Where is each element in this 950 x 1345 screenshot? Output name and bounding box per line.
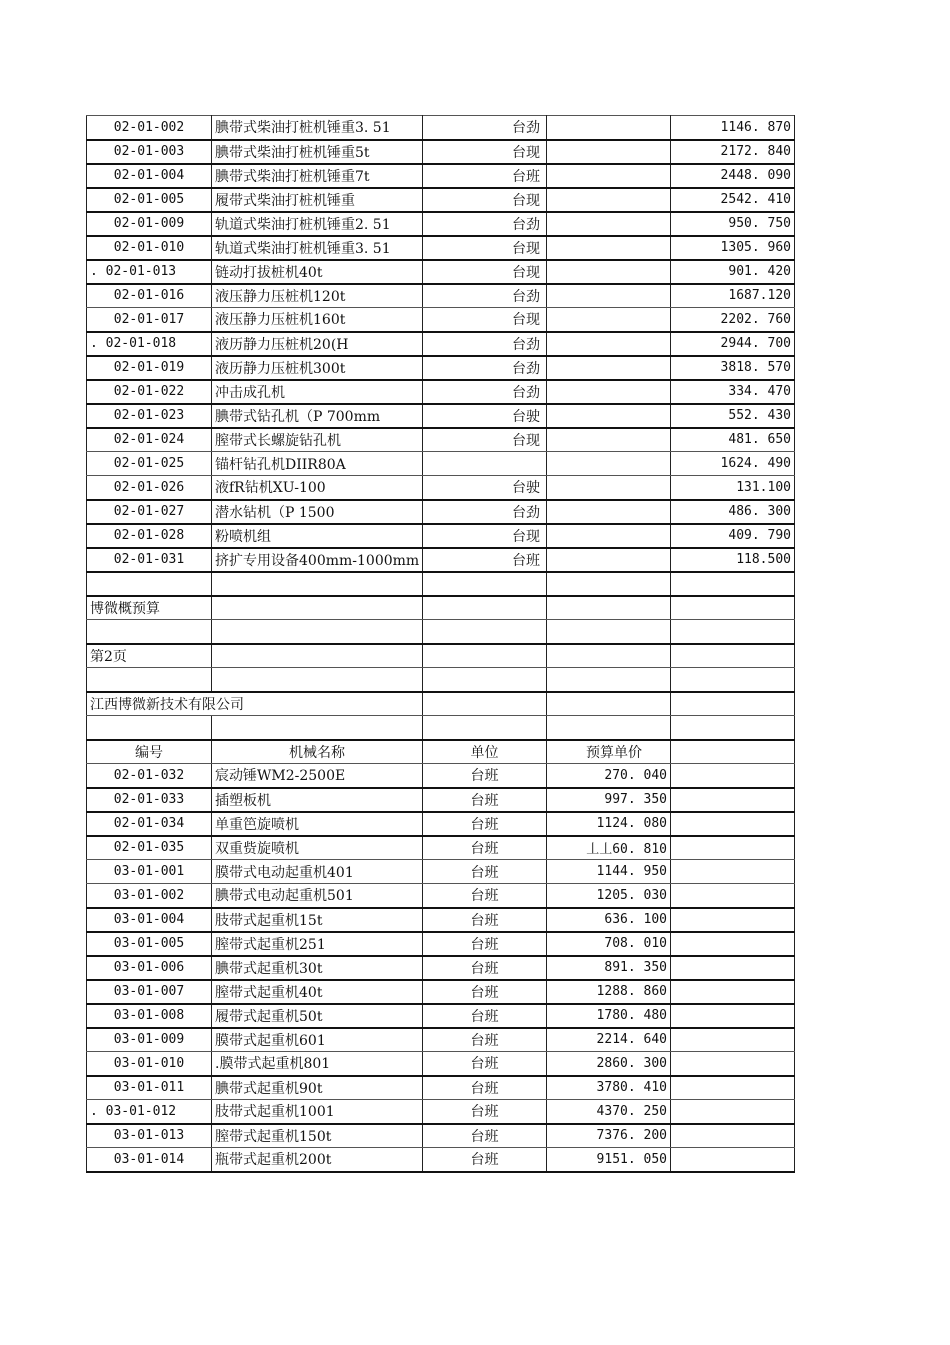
- code-cell: 02-01-024: [87, 428, 212, 452]
- table-row: [87, 452, 795, 476]
- code-cell: 02-01-005: [87, 188, 212, 212]
- empty-cell: [547, 212, 671, 236]
- code-cell: 02-01-017: [87, 308, 212, 332]
- unit-cell: 台班: [423, 980, 547, 1004]
- empty-cell: [671, 1028, 795, 1052]
- name-cell: 单重笆旋喷机: [212, 812, 423, 836]
- name-cell: 瓶带式起重机200t: [212, 1148, 423, 1172]
- name-cell: 膣带式起重机150t: [212, 1124, 423, 1148]
- table-row: [87, 1124, 795, 1148]
- unit-cell: 台现: [423, 308, 547, 332]
- price-cell: 1205. 030: [547, 884, 671, 908]
- table-row: [87, 308, 795, 332]
- code-cell: . 02-01-018: [87, 332, 212, 356]
- table-row: [87, 356, 795, 380]
- unit-cell: 台劲: [423, 500, 547, 524]
- code-cell: . 02-01-013: [87, 260, 212, 284]
- note-rows: [87, 572, 795, 764]
- code-cell: 02-01-009: [87, 212, 212, 236]
- code-cell: 02-01-026: [87, 476, 212, 500]
- section-1-rows: [87, 116, 795, 572]
- price-cell: 3780. 410: [547, 1076, 671, 1100]
- empty-cell: [671, 788, 795, 812]
- code-cell: 02-01-023: [87, 404, 212, 428]
- empty-cell: [671, 1124, 795, 1148]
- unit-cell: 台班: [423, 1028, 547, 1052]
- table-row: [87, 164, 795, 188]
- unit-cell: 台现: [423, 260, 547, 284]
- name-cell: 插塑板机: [212, 788, 423, 812]
- empty-cell: [671, 1076, 795, 1100]
- name-cell: 腆带式起重机90t: [212, 1076, 423, 1100]
- name-cell: 粉喷机组: [212, 524, 423, 548]
- unit-cell: 台劲: [423, 212, 547, 236]
- name-cell: 履带式起重机50t: [212, 1004, 423, 1028]
- name-cell: 冲击成孔机: [212, 380, 423, 404]
- name-cell: 液fR钻机XU-100: [212, 476, 423, 500]
- unit-cell: 台现: [423, 428, 547, 452]
- empty-cell: [671, 908, 795, 932]
- unit-cell: 台班: [423, 788, 547, 812]
- page-note-row: [87, 644, 795, 668]
- table-row: [87, 332, 795, 356]
- unit-cell: 台班: [423, 860, 547, 884]
- unit-cell: 台班: [423, 956, 547, 980]
- empty-cell: [547, 164, 671, 188]
- empty-cell: [671, 1148, 795, 1172]
- code-cell: 03-01-004: [87, 908, 212, 932]
- empty-cell: [671, 956, 795, 980]
- price-cell: 118.500: [671, 548, 795, 572]
- empty-cell: [547, 476, 671, 500]
- price-cell: 2542. 410: [671, 188, 795, 212]
- table-row: [87, 932, 795, 956]
- unit-cell: 台现: [423, 140, 547, 164]
- empty-cell: [547, 380, 671, 404]
- name-cell: 链动打拔桩机40t: [212, 260, 423, 284]
- table-row: [87, 140, 795, 164]
- unit-cell: 台劲: [423, 380, 547, 404]
- empty-cell: [671, 812, 795, 836]
- name-cell: 腆带式电动起重机501: [212, 884, 423, 908]
- empty-cell: [671, 884, 795, 908]
- empty-cell: [547, 404, 671, 428]
- table-row: [87, 1100, 795, 1124]
- table-row: [87, 1028, 795, 1052]
- price-cell: 552. 430: [671, 404, 795, 428]
- table-header-row: [87, 740, 795, 764]
- unit-cell: 台班: [423, 812, 547, 836]
- price-cell: 2944. 700: [671, 332, 795, 356]
- price-cell: 270. 040: [547, 764, 671, 788]
- name-cell: 腆带式柴油打桩机锤重7t: [212, 164, 423, 188]
- empty-cell: [671, 932, 795, 956]
- price-cell: 708. 010: [547, 932, 671, 956]
- page-number: 第2页: [87, 644, 212, 668]
- unit-cell: 台班: [423, 1052, 547, 1076]
- blank-row: [87, 572, 795, 596]
- name-cell: 轨道式柴油打桩机锤重3. 51: [212, 236, 423, 260]
- name-cell: .膜带式起重机801: [212, 1052, 423, 1076]
- price-cell: 丄丄60. 810: [547, 836, 671, 860]
- name-cell: 肢带式起重机15t: [212, 908, 423, 932]
- price-cell: 891. 350: [547, 956, 671, 980]
- name-cell: 腆带式柴油打桩机锤重5t: [212, 140, 423, 164]
- empty-cell: [547, 116, 671, 140]
- code-cell: 03-01-011: [87, 1076, 212, 1100]
- price-cell: 3818. 570: [671, 356, 795, 380]
- table-row: [87, 764, 795, 788]
- code-cell: 03-01-005: [87, 932, 212, 956]
- unit-cell: 台班: [423, 1148, 547, 1172]
- name-cell: 膜带式电动起重机401: [212, 860, 423, 884]
- price-cell: 1687.120: [671, 284, 795, 308]
- company-note-row: [87, 692, 795, 716]
- table-row: [87, 236, 795, 260]
- empty-cell: [547, 548, 671, 572]
- unit-cell: 台班: [423, 164, 547, 188]
- empty-cell: [671, 1100, 795, 1124]
- table-row: [87, 476, 795, 500]
- code-cell: 02-01-028: [87, 524, 212, 548]
- table-row: [87, 380, 795, 404]
- empty-cell: [547, 308, 671, 332]
- blank-row: [87, 620, 795, 644]
- table-row: [87, 980, 795, 1004]
- empty-cell: [547, 260, 671, 284]
- table-row: [87, 860, 795, 884]
- code-cell: 03-01-002: [87, 884, 212, 908]
- table-row: [87, 788, 795, 812]
- empty-cell: [547, 500, 671, 524]
- unit-cell: 台劲: [423, 356, 547, 380]
- table-row: [87, 1004, 795, 1028]
- budget-note-row: [87, 596, 795, 620]
- unit-cell: 台现: [423, 188, 547, 212]
- price-cell: 7376. 200: [547, 1124, 671, 1148]
- company-name: 江西博微新技术有限公司: [87, 692, 423, 716]
- unit-cell: 台劲: [423, 332, 547, 356]
- name-cell: 液历静力压桩机300t: [212, 356, 423, 380]
- table-row: [87, 524, 795, 548]
- name-cell: 膣带式起重机251: [212, 932, 423, 956]
- price-cell: 486. 300: [671, 500, 795, 524]
- unit-cell: 台班: [423, 1076, 547, 1100]
- empty-cell: [671, 860, 795, 884]
- price-cell: 1780. 480: [547, 1004, 671, 1028]
- blank-row: [87, 668, 795, 692]
- table-row: [87, 500, 795, 524]
- unit-cell: 台驶: [423, 476, 547, 500]
- unit-cell: 台班: [423, 1100, 547, 1124]
- name-cell: 腆带式柴油打桩机锤重3. 51: [212, 116, 423, 140]
- code-cell: 02-01-032: [87, 764, 212, 788]
- empty-cell: [547, 284, 671, 308]
- code-cell: 03-01-013: [87, 1124, 212, 1148]
- name-cell: 液压静力压桩机160t: [212, 308, 423, 332]
- empty-cell: [547, 188, 671, 212]
- name-cell: 液历静力压桩机20(H: [212, 332, 423, 356]
- unit-cell: 台班: [423, 548, 547, 572]
- unit-cell: 台现: [423, 524, 547, 548]
- code-cell: 02-01-035: [87, 836, 212, 860]
- code-cell: 02-01-034: [87, 812, 212, 836]
- name-cell: 锚杆钻孔机DIIR80A: [212, 452, 423, 476]
- name-cell: 履带式柴油打桩机锤重: [212, 188, 423, 212]
- name-cell: 腆带式钻孔机（P 700mm: [212, 404, 423, 428]
- price-cell: 2860. 300: [547, 1052, 671, 1076]
- empty-cell: [547, 428, 671, 452]
- name-cell: 双重赀旋喷机: [212, 836, 423, 860]
- name-cell: 腆带式起重机30t: [212, 956, 423, 980]
- price-cell: 131.100: [671, 476, 795, 500]
- code-cell: 02-01-019: [87, 356, 212, 380]
- empty-cell: [547, 356, 671, 380]
- price-cell: 1146. 870: [671, 116, 795, 140]
- price-cell: 1305. 960: [671, 236, 795, 260]
- table-row: [87, 1148, 795, 1172]
- table-row: [87, 908, 795, 932]
- price-cell: 997. 350: [547, 788, 671, 812]
- code-cell: 02-01-027: [87, 500, 212, 524]
- table-row: [87, 284, 795, 308]
- name-cell: 液压静力压桩机120t: [212, 284, 423, 308]
- code-cell: 03-01-010: [87, 1052, 212, 1076]
- price-cell: 9151. 050: [547, 1148, 671, 1172]
- name-cell: 肢带式起重机1001: [212, 1100, 423, 1124]
- code-cell: 03-01-007: [87, 980, 212, 1004]
- section-2-rows: [87, 764, 795, 1172]
- header-unit: 单位: [423, 740, 547, 764]
- table-row: [87, 260, 795, 284]
- code-cell: 03-01-006: [87, 956, 212, 980]
- code-cell: 02-01-025: [87, 452, 212, 476]
- code-cell: 02-01-033: [87, 788, 212, 812]
- table-row: [87, 1052, 795, 1076]
- unit-cell: 台班: [423, 836, 547, 860]
- empty-cell: [547, 236, 671, 260]
- code-cell: 02-01-003: [87, 140, 212, 164]
- header-name: 机械名称: [212, 740, 423, 764]
- price-cell: 2172. 840: [671, 140, 795, 164]
- table-row: [87, 836, 795, 860]
- empty-cell: [671, 980, 795, 1004]
- code-cell: 03-01-001: [87, 860, 212, 884]
- machine-price-sheet: [86, 115, 795, 1173]
- name-cell: 潜水钻机（P 1500: [212, 500, 423, 524]
- empty-cell: [547, 140, 671, 164]
- code-cell: 02-01-022: [87, 380, 212, 404]
- price-cell: 1144. 950: [547, 860, 671, 884]
- budget-note: 博微概预算: [87, 596, 212, 620]
- code-cell: . 03-01-012: [87, 1100, 212, 1124]
- unit-cell: 台班: [423, 884, 547, 908]
- price-cell: 4370. 250: [547, 1100, 671, 1124]
- table-row: [87, 548, 795, 572]
- table-row: [87, 188, 795, 212]
- table-row: [87, 428, 795, 452]
- code-cell: 02-01-016: [87, 284, 212, 308]
- price-cell: 950. 750: [671, 212, 795, 236]
- unit-cell: 台班: [423, 908, 547, 932]
- code-cell: 02-01-031: [87, 548, 212, 572]
- header-code: 编号: [87, 740, 212, 764]
- blank-row: [87, 716, 795, 740]
- price-cell: 2214. 640: [547, 1028, 671, 1052]
- table-row: [87, 404, 795, 428]
- name-cell: 宸动锤WM2-2500E: [212, 764, 423, 788]
- table-row: [87, 1076, 795, 1100]
- name-cell: 挤扩专用设备400mm-1000mm: [212, 548, 423, 572]
- price-cell: 409. 790: [671, 524, 795, 548]
- price-cell: 901. 420: [671, 260, 795, 284]
- unit-cell: [423, 452, 547, 476]
- price-cell: 2448. 090: [671, 164, 795, 188]
- empty-cell: [671, 1052, 795, 1076]
- table-row: [87, 884, 795, 908]
- header-price: 预算单价: [547, 740, 671, 764]
- price-cell: 334. 470: [671, 380, 795, 404]
- price-cell: 1624. 490: [671, 452, 795, 476]
- name-cell: 膜带式起重机601: [212, 1028, 423, 1052]
- table-row: [87, 116, 795, 140]
- unit-cell: 台班: [423, 1124, 547, 1148]
- empty-cell: [671, 836, 795, 860]
- code-cell: 03-01-009: [87, 1028, 212, 1052]
- price-cell: 636. 100: [547, 908, 671, 932]
- empty-cell: [671, 764, 795, 788]
- empty-cell: [547, 452, 671, 476]
- table-row: [87, 212, 795, 236]
- empty-cell: [547, 332, 671, 356]
- unit-cell: 台班: [423, 1004, 547, 1028]
- name-cell: 轨道式柴油打桩机锤重2. 51: [212, 212, 423, 236]
- unit-cell: 台现: [423, 236, 547, 260]
- price-cell: 481. 650: [671, 428, 795, 452]
- name-cell: 膣带式起重机40t: [212, 980, 423, 1004]
- table-row: [87, 956, 795, 980]
- table-row: [87, 812, 795, 836]
- price-cell: 2202. 760: [671, 308, 795, 332]
- unit-cell: 台班: [423, 764, 547, 788]
- empty-cell: [671, 1004, 795, 1028]
- empty-cell: [547, 524, 671, 548]
- unit-cell: 台班: [423, 932, 547, 956]
- price-cell: 1124. 080: [547, 812, 671, 836]
- unit-cell: 台劲: [423, 284, 547, 308]
- unit-cell: 台劲: [423, 116, 547, 140]
- price-cell: 1288. 860: [547, 980, 671, 1004]
- unit-cell: 台驶: [423, 404, 547, 428]
- code-cell: 02-01-010: [87, 236, 212, 260]
- code-cell: 03-01-008: [87, 1004, 212, 1028]
- code-cell: 03-01-014: [87, 1148, 212, 1172]
- code-cell: 02-01-004: [87, 164, 212, 188]
- code-cell: 02-01-002: [87, 116, 212, 140]
- name-cell: 膣带式长螺旋钻孔机: [212, 428, 423, 452]
